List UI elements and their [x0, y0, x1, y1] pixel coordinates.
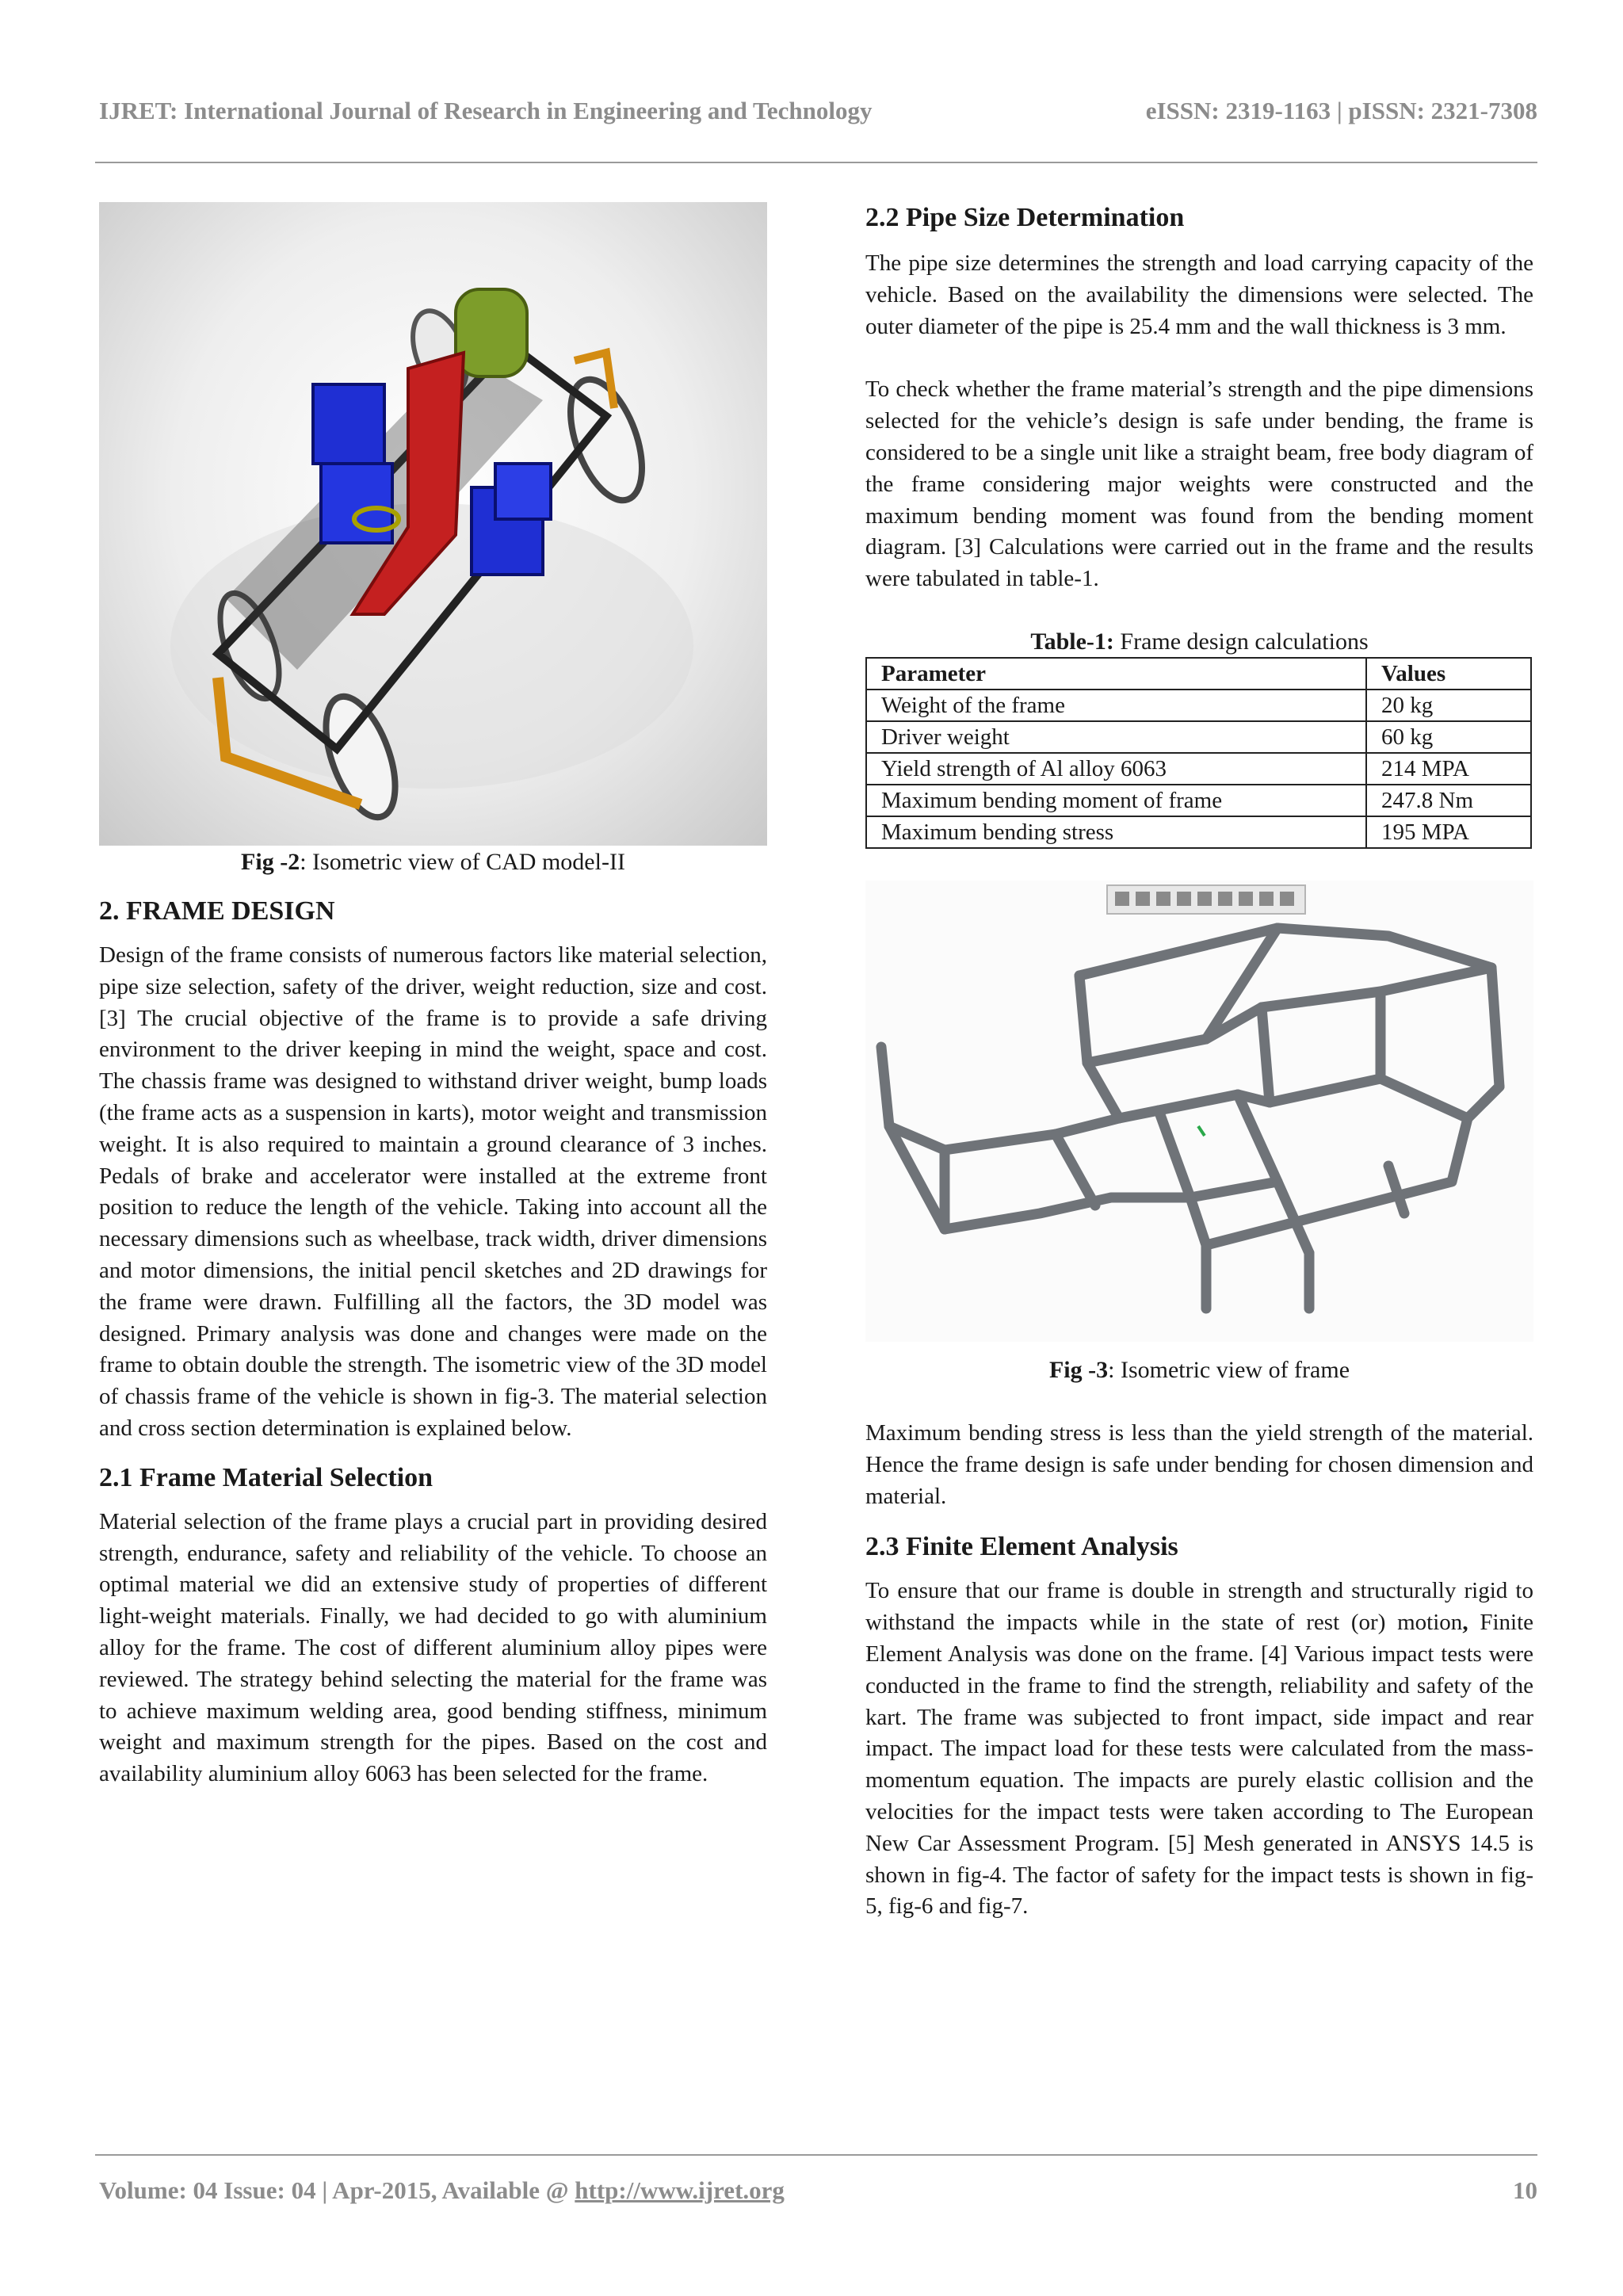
footer-volume-text: Volume: 04 Issue: 04 | Apr-2015, Available @ — [99, 2176, 575, 2204]
table-cell-parameter: Driver weight — [866, 721, 1366, 753]
footer-journal-link[interactable]: http://www.ijret.org — [575, 2176, 785, 2204]
table-cell-value: 247.8 Nm — [1366, 785, 1531, 816]
section-2-2-body-1: The pipe size determines the strength and load carrying capacity of the vehicle. Based on the availability the dimensions were selected. The outer diameter of the pipe is 25.4 mm and the wall thickness is 3 mm. — [865, 250, 1533, 339]
section-2-3-body-part1: To ensure that our frame is double in strength and structurally rigid to withstand the impacts while in the state of rest (or) motion — [865, 1578, 1533, 1636]
section-2-heading: 2. FRAME DESIGN — [99, 896, 335, 926]
section-2-3-body — [865, 1576, 1533, 1923]
journal-title: IJRET: International Journal of Research in Engineering and Technology — [99, 97, 873, 124]
section-2-1-heading: 2.1 Frame Material Selection — [99, 1462, 433, 1492]
table-row — [866, 785, 1531, 816]
fig2-caption — [99, 846, 767, 878]
page-number: 10 — [1513, 2176, 1537, 2204]
section-2-1-body: Material selection of the frame plays a crucial part in providing desired strength, endurance, safety and reliability of the vehicle. To choose an optimal material we did an extensive study of properties of different light-weight materials. Finally, we had decided to go with aluminium alloy for the frame. The cost of different aluminium alloy pipes were reviewed. The strategy behind selecting the material for the frame was to achieve maximum welding area, good bending stiffness, minimum weight and maximum strength for the pipes. Based on the cost and availability aluminium alloy 6063 has been selected for the frame. — [99, 1508, 767, 1787]
table-header-row — [866, 658, 1531, 690]
fig3-caption-text: : Isometric view of frame — [1108, 1356, 1350, 1383]
fig2-caption-label: Fig -2 — [241, 849, 300, 875]
table-header-values: Values — [1366, 658, 1531, 690]
section-2-3-body-part2: Finite Element Analysis was done on the frame. [4] Various impact tests were conducted in the frame to find the strength, reliability and safety of the kart. The frame was subjected to front impact, side impact and rear impact. The impact load for these tests were calculated from the mass-momentum equation. The impacts are purely elastic collision and the velocities for the impact tests were taken according to The European New Car Assessment Program. [5] Mesh generated in ANSYS 14.5 is shown in fig-4. The factor of safety for the impact tests is shown in fig-5, fig-6 and fig-7. — [865, 1610, 1534, 1920]
header-rule — [95, 162, 1537, 163]
table-cell-value: 195 MPA — [1366, 816, 1531, 848]
cad-model-illustration — [99, 202, 767, 846]
table-cell-parameter: Weight of the frame — [866, 690, 1366, 721]
page-footer — [99, 2176, 1537, 2205]
cad-model-figure — [99, 202, 767, 846]
table1-caption-text: Frame design calculations — [1113, 628, 1369, 655]
table1-caption-label: Table-1: — [1030, 628, 1114, 655]
footer-volume — [99, 2176, 785, 2205]
table-cell-value: 214 MPA — [1366, 753, 1531, 785]
section-2-2-heading: 2.2 Pipe Size Determination — [865, 203, 1185, 232]
table-row — [866, 753, 1531, 785]
fig3-caption — [865, 1354, 1533, 1386]
footer-rule — [95, 2154, 1537, 2156]
table-cell-parameter: Yield strength of Al alloy 6063 — [866, 753, 1366, 785]
page-header — [99, 97, 1537, 125]
issn-text: eISSN: 2319-1163 | pISSN: 2321-7308 — [1145, 97, 1537, 124]
table-row — [866, 690, 1531, 721]
left-column — [99, 202, 767, 1790]
table-cell-parameter: Maximum bending moment of frame — [866, 785, 1366, 816]
table-cell-value: 60 kg — [1366, 721, 1531, 753]
section-2-2-body-2: To check whether the frame material’s strength and the pipe dimensions selected for the vehicle’s design is safe under bending, the frame is considered to be a single unit like a straight beam, free body diagram of the frame considering major weights were constructed and the maximum bending moment was found from the bending moment diagram. [3] Calculations were carried out in the frame and the results were tabulated in table-1. — [865, 376, 1533, 592]
table-cell-value: 20 kg — [1366, 690, 1531, 721]
frame-design-table — [865, 657, 1532, 849]
bending-conclusion-paragraph: Maximum bending stress is less than the yield strength of the material. Hence the frame design is safe under bending for chosen dimension and material. — [865, 1419, 1533, 1509]
fig3-caption-label: Fig -3 — [1048, 1356, 1109, 1383]
table-row — [866, 721, 1531, 753]
fig2-caption-text: : Isometric view of CAD model-II — [300, 849, 625, 875]
section-2-body: Design of the frame consists of numerous factors like material selection, pipe size selection, safety of the driver, weight reduction, size and cost. [3] The crucial objective of the frame is to provide a safe driving environment to the driver keeping in mind the weight, space and cost. The chassis frame was designed to withstand driver weight, bump loads (the frame acts as a suspension in karts), motor weight and transmission weight. It is also required to maintain a ground clearance of 3 inches. Pedals of brake and accelerator were installed at the extreme front position to reduce the length of the vehicle. Taking into account all the necessary dimensions such as wheelbase, track width, driver dimensions and motor dimensions, the initial pencil sketches and 2D drawings for the frame were drawn. Fulfilling all the factors, the 3D model was designed. Primary analysis was done and changes were made on the frame to obtain double the strength. The isometric view of the 3D model of chassis frame of the vehicle is shown in fig-3. The material selection and cross section determination is explained below. — [99, 942, 767, 1441]
frame-figure — [865, 881, 1533, 1342]
section-2-3-heading: 2.3 Finite Element Analysis — [865, 1532, 1178, 1562]
table-row — [866, 816, 1531, 848]
table1-caption — [865, 627, 1533, 657]
table-cell-parameter: Maximum bending stress — [866, 816, 1366, 848]
right-column — [865, 202, 1533, 1923]
section-2-3-body-bold: , — [1462, 1610, 1468, 1636]
table-header-parameter: Parameter — [866, 658, 1366, 690]
frame-illustration — [865, 881, 1533, 1342]
